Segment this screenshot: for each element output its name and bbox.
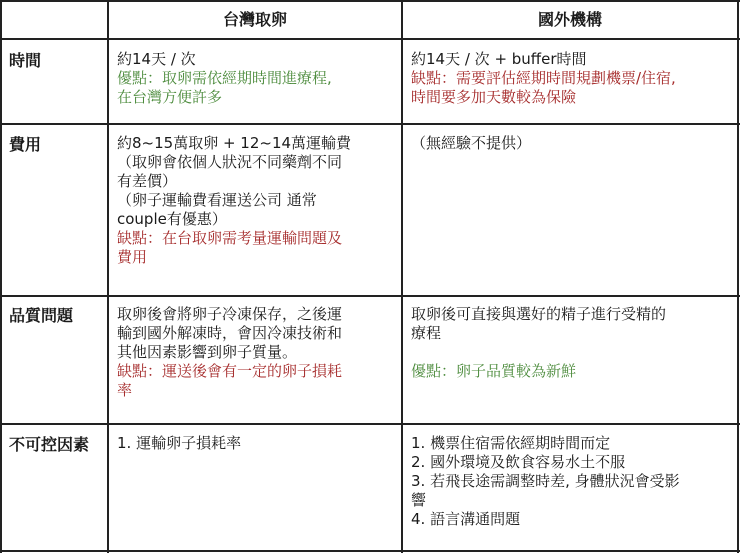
cell-text: 約14天 / 次 (117, 50, 196, 68)
list-item: 1. 機票住宿需依經期時間而定 (411, 434, 611, 452)
row-label-quality: 品質問題 (9, 306, 74, 325)
cell-cost-taiwan (117, 134, 399, 267)
cell-text: 有差價） (117, 172, 178, 190)
cell-text: （取卵會依個人狀況不同藥劑不同 (117, 153, 343, 171)
pro-note: 優點：取卵需依經期時間進療程, (117, 69, 332, 87)
list-item: 3. 若飛長途需調整時差, 身體狀況會受影 (411, 472, 680, 490)
list-item: 4. 語言溝通問題 (411, 510, 521, 528)
cell-quality-taiwan (117, 305, 399, 400)
pro-note: 優點：卵子品質較為新鮮 (411, 362, 577, 380)
cell-text: 約8~15萬取卵 + 12~14萬運輸費 (117, 134, 352, 152)
header-taiwan: 台灣取卵 (222, 10, 287, 29)
spacer (411, 343, 735, 362)
list-item: 1. 運輸卵子損耗率 (117, 434, 242, 452)
cell-text: （無經驗不提供） (411, 134, 532, 152)
table-border-left (0, 0, 2, 553)
con-note: 時間要多加天數較為保險 (411, 88, 577, 106)
row-label-time: 時間 (9, 51, 42, 70)
con-note: 費用 (117, 248, 148, 266)
cell-cost-abroad (411, 134, 735, 153)
row-divider (0, 423, 740, 425)
row-divider (0, 123, 740, 125)
column-divider (107, 0, 109, 553)
cell-text: 取卵後會將卵子冷凍保存，之後運 (117, 305, 343, 323)
con-note: 率 (117, 381, 133, 399)
column-divider (401, 0, 403, 553)
header-abroad: 國外機構 (537, 10, 602, 29)
con-note: 缺點：在台取卵需考量運輸問題及 (117, 229, 343, 247)
row-divider (0, 295, 740, 297)
table-border-bottom (0, 550, 740, 552)
pro-note: 在台灣方便許多 (117, 88, 223, 106)
cell-text: 其他因素影響到卵子質量。 (117, 343, 298, 361)
cell-text: couple有優惠） (117, 210, 227, 228)
list-item: 2. 國外環境及飲食容易水土不服 (411, 453, 626, 471)
header-divider (0, 38, 740, 40)
con-note: 缺點：運送後會有一定的卵子損耗 (117, 362, 343, 380)
header-empty-cell (2, 2, 107, 38)
cell-time-taiwan (117, 50, 399, 107)
table-border-right (737, 0, 739, 553)
cell-text: 療程 (411, 324, 442, 342)
con-note: 缺點：需要評估經期時間規劃機票/住宿, (411, 69, 676, 87)
cell-text: 取卵後可直接與選好的精子進行受精的 (411, 305, 667, 323)
row-label-uncontrollable: 不可控因素 (9, 435, 90, 454)
cell-time-abroad (411, 50, 735, 107)
cell-quality-abroad (411, 305, 735, 381)
cell-text: 約14天 / 次 + buffer時間 (411, 50, 587, 68)
cell-uncontrollable-taiwan (117, 434, 399, 453)
row-label-cost: 費用 (9, 135, 42, 154)
list-item-continued: 響 (411, 491, 427, 509)
cell-uncontrollable-abroad (411, 434, 735, 529)
cell-text: 輸到國外解凍時，會因冷凍技術和 (117, 324, 343, 342)
cell-text: （卵子運輸費看運送公司 通常 (117, 191, 317, 209)
